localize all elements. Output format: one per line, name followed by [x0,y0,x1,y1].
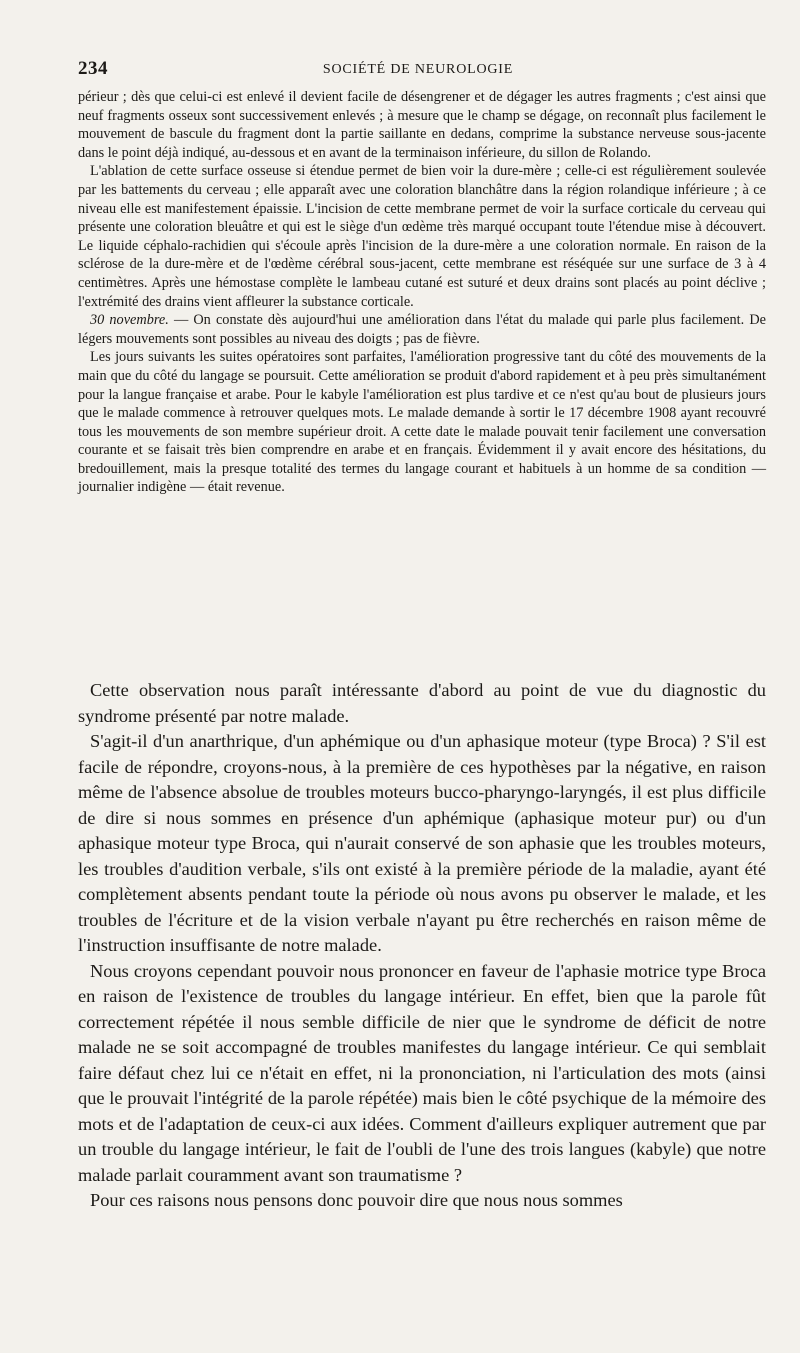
page-header [78,58,758,82]
case-paragraph-3 [78,311,766,348]
case-paragraph-3-text: — On constate dès aujourd'hui une amélioration dans l'état du malade qui parle plus facilement. De légers mouvements sont possibles au niveau des doigts ; pas de fièvre. [78,312,766,347]
discussion-paragraph-1: Cette observation nous paraît intéressante d'abord au point de vue du diagnostic du syndrome présenté par notre malade. [78,680,766,726]
discussion-section [78,678,766,1214]
discussion-paragraph-4: Pour ces raisons nous pensons donc pouvoir dire que nous nous sommes [90,1190,623,1210]
page-number: 234 [78,58,108,79]
case-report-section [78,88,766,497]
case-date: 30 novembre. [90,312,169,329]
case-paragraph-4: Les jours suivants les suites opératoires sont parfaites, l'amélioration progressive tant du côté des mouvements de la main que du côté du langage se poursuit. Cette amélioration se produit d'abord rapidement et à peu près simultanément pour la langue française et arabe. Pour le kabyle l'amélioration est plus tardive et ce n'est qu'au bout de plusieurs jours que le malade commence à retrouver quelques mots. Le malade demande à sortir le 17 décembre 1908 ayant recouvré tous les mouvements de son membre supérieur droit. A cette date le malade pouvait tenir facilement une conversation courante et se faisait très bien comprendre en arabe et en français. Évidemment il y avait encore des hésitations, du bredouillement, mais la presque totalité des termes du langage courant et habituels à un homme de sa condition — journalier indigène — était revenue. [78,349,766,496]
running-title: SOCIÉTÉ DE NEUROLOGIE [322,62,514,77]
case-paragraph-1: périeur ; dès que celui-ci est enlevé il devient facile de désengrener et de dégager les autres fragments ; c'est ainsi que neuf fragments osseux sont successivement enlevés ; à mesure que le champ se dégage, on reconnaît plus facilement le mouvement de bascule du fragment dont la partie saillante en dedans, comprime la substance nerveuse sous-jacente dans le point déjà indiqué, au-dessous et en avant de la terminaison inférieure, du sillon de Rolando. [78,89,766,161]
discussion-paragraph-3: Nous croyons cependant pouvoir nous prononcer en faveur de l'aphasie motrice type Broca en raison de l'existence de troubles du langage intérieur. En effet, bien que la parole fût correctement répétée il nous semble difficile de nier que le syndrome de déficit de notre malade ne se soit accompagné de troubles manifestes du langage intérieur. Ce qui semblait faire défaut chez lui ce n'était en effet, ni la prononciation, ni l'articulation des mots (ainsi que le prouvait l'intégrité de la parole répétée) mais bien le côté psychique de la mémoire des mots et de l'adaptation de ceux-ci aux idées. Comment d'ailleurs expliquer autrement que par un trouble du langage intérieur, le fait de l'oubli de l'une des trois langues (kabyle) que notre malade parlait couramment avant son traumatisme ? [78,960,766,1185]
discussion-paragraph-2: S'agit-il d'un anarthrique, d'un aphémique ou d'un aphasique moteur (type Broca) ? S'il est facile de répondre, croyons-nous, à la première de ces hypothèses par la négative, en raison même de l'absence absolue de troubles moteurs bucco-pharyngo-laryngés, il est plus difficile de dire si nous sommes en présence d'un aphémique (aphasique moteur pur) ou d'un aphasique moteur type Broca, qui n'aurait conservé de son aphasie que les troubles moteurs, les troubles d'audition verbale, s'ils ont existé à la première période de la maladie, ayant été complètement absents pendant toute la période où nous avons pu observer le malade, et les troubles de l'écriture et de la vision verbale n'ayant pu être recherchés en raison même de l'instruction insuffisante de notre malade. [78,731,766,955]
case-paragraph-2: L'ablation de cette surface osseuse si étendue permet de bien voir la dure-mère ; celle-ci est régulièrement soulevée par les battements du cerveau ; elle apparaît avec une coloration blanchâtre dans la région rolandique inférieure ; à ce niveau elle est manifestement épaissie. L'incision de cette membrane permet de voir la surface corticale du cerveau qui présente une coloration bleuâtre et qui est le siège d'un œdème très marqué occupant toute l'étendue mise à découvert. Le liquide céphalo-rachidien qui s'écoule après l'incision de la dure-mère a une coloration normale. En raison de la sclérose de la dure-mère et de l'œdème cérébral sous-jacent, cette membrane est réséquée sur une surface de 3 à 4 centimètres. Après une hémostase complète le lambeau cutané est suturé et deux drains sont placés au point déclive ; l'extrémité des drains vient affleurer la substance corticale. [78,163,766,310]
